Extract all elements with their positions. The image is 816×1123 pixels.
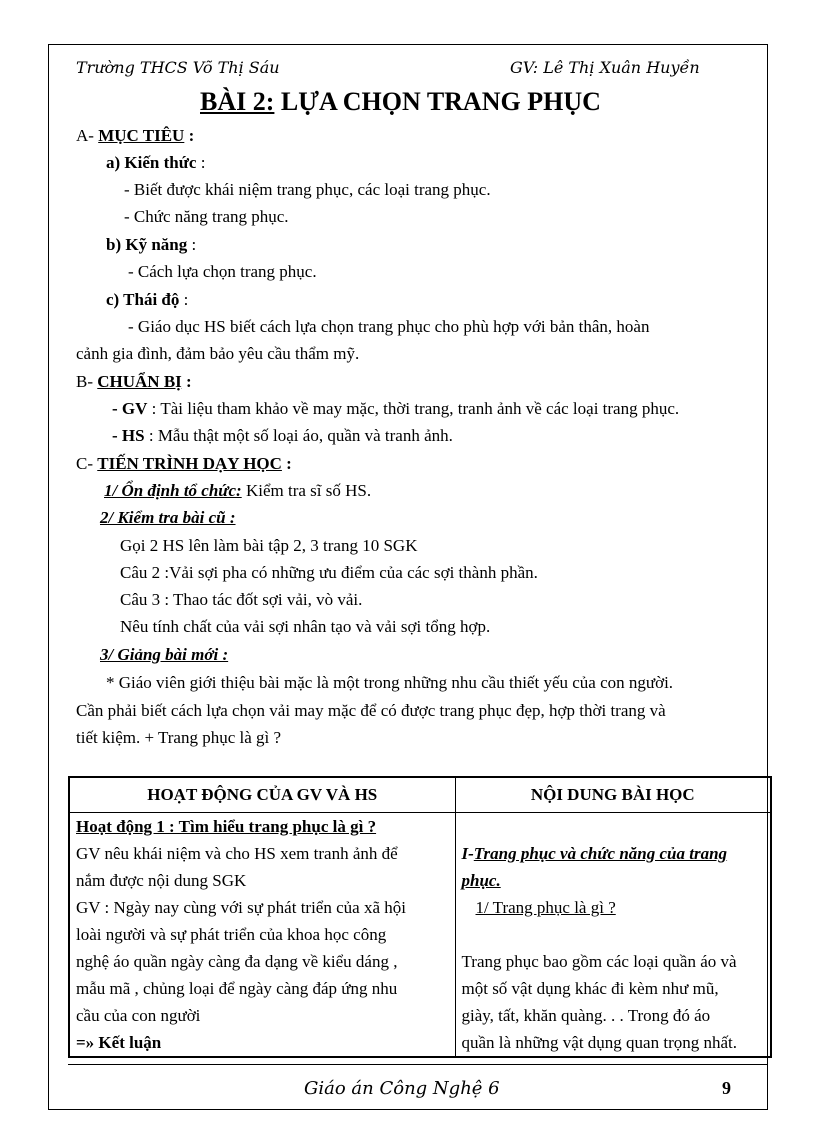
review-line-4: Nêu tính chất của vải sợi nhân tạo và vải sợi tổng hợp.	[120, 617, 491, 636]
section-c-colon: :	[281, 454, 292, 473]
content-line: một số vật dụng khác đi kèm như mũ,	[461, 979, 719, 998]
step-2-label	[100, 508, 236, 528]
content-cell	[455, 813, 771, 1058]
section-c-heading	[76, 454, 292, 474]
step-1-text: Kiểm tra sĩ số HS.	[241, 481, 372, 500]
attitude-line-2: cảnh gia đình, đảm bảo yêu cầu thẩm mỹ.	[76, 344, 360, 363]
column-header-activity: HOẠT ĐỘNG CỦA GV VÀ HS	[69, 777, 455, 813]
prep-hs	[112, 426, 453, 446]
step-1-label: 1/ Ổn định tổ chức:	[104, 481, 242, 500]
skill-label: b) Kỹ năng	[106, 235, 188, 254]
prep-hs-label: - HS	[112, 426, 145, 445]
intro-line-1: * Giáo viên giới thiệu bài mặc là một trong những nhu cầu thiết yếu của con người.	[106, 673, 674, 692]
section-b-label: B-	[76, 372, 98, 391]
attitude-line-1: - Giáo dục HS biết cách lựa chọn trang phục cho phù hợp với bản thân, hoàn	[128, 317, 650, 336]
column-header-content: NỘI DUNG BÀI HỌC	[455, 777, 771, 813]
section-b-heading	[76, 372, 192, 392]
section-c-title: TIẾN TRÌNH DẠY HỌC	[97, 454, 282, 473]
page-number: 9	[722, 1078, 731, 1098]
section-b-title: CHUẨN BỊ	[97, 372, 182, 391]
section-a-heading	[76, 126, 194, 146]
content-line: giày, tất, khăn quàng. . . Trong đó áo	[461, 1006, 711, 1025]
step-2-label-text: 2/ Kiểm tra bài cũ :	[100, 508, 236, 527]
prep-hs-text: : Mẫu thật một số loại áo, quần và tranh ảnh.	[144, 426, 453, 445]
content-section-title-text: Trang phục và chức năng của trang	[473, 844, 728, 863]
section-a-title: MỤC TIÊU	[98, 126, 185, 145]
attitude-label: c) Thái độ	[106, 290, 180, 309]
footer-caption: Giáo án Công Nghệ 6	[304, 1078, 500, 1099]
footer-divider	[68, 1064, 768, 1065]
step-1	[104, 481, 371, 501]
review-line-3: Câu 3 : Thao tác đốt sợi vải, vò vải.	[120, 590, 363, 609]
activity-line: loài người và sự phát triển của khoa học công	[76, 925, 387, 944]
school-name: Trường THCS Võ Thị Sáu	[76, 58, 280, 77]
review-line-1: Gọi 2 HS lên làm bài tập 2, 3 trang 10 SGK	[120, 536, 418, 555]
activity-line: GV : Ngày nay cùng với sự phát triển của xã hội	[76, 898, 406, 917]
prep-gv-text: : Tài liệu tham khảo về may mặc, thời trang, tranh ảnh về các loại trang phục.	[147, 399, 680, 418]
content-section-title-cont: phục.	[461, 871, 501, 890]
table-row	[69, 813, 771, 1058]
section-b-colon: :	[181, 372, 192, 391]
activity-line: GV nêu khái niệm và cho HS xem tranh ảnh để	[76, 844, 398, 863]
skill-item-1: - Cách lựa chọn trang phục.	[128, 262, 317, 281]
teacher-name: GV: Lê Thị Xuân Huyền	[510, 58, 700, 77]
activity-conclusion: =» Kết luận	[76, 1033, 162, 1052]
step-3-label	[100, 645, 228, 665]
content-spacer	[462, 813, 765, 840]
lesson-table	[68, 776, 772, 1058]
skill-colon: :	[187, 235, 197, 254]
content-spacer	[462, 921, 765, 948]
prep-gv	[112, 399, 679, 419]
knowledge-item-1: - Biết được khái niệm trang phục, các loại trang phục.	[124, 180, 491, 199]
content-subheading	[462, 894, 765, 921]
lesson-title: LỰA CHỌN TRANG PHỤC	[274, 87, 601, 116]
content-section-prefix: I-	[461, 844, 474, 863]
section-a-colon: :	[184, 126, 195, 145]
content-line: quần là những vật dụng quan trọng nhất.	[461, 1033, 737, 1052]
activity-line: nghệ áo quần ngày càng đa dạng về kiểu dáng ,	[76, 952, 398, 971]
skill-heading	[106, 235, 196, 255]
step-3-label-text: 3/ Giảng bài mới :	[100, 645, 229, 664]
content-subheading-text: 1/ Trang phục là gì ?	[475, 898, 616, 917]
knowledge-item-2: - Chức năng trang phục.	[124, 207, 289, 226]
attitude-heading	[106, 290, 188, 310]
review-line-2: Câu 2 :Vải sợi pha có những ưu điểm của các sợi thành phần.	[120, 563, 538, 582]
content-section-title	[462, 840, 765, 867]
table-header-row	[69, 777, 771, 813]
section-a-label: A-	[76, 126, 99, 145]
activity-title: Hoạt động 1 : Tìm hiểu trang phục là gì ?	[76, 817, 377, 836]
content-line: Trang phục bao gồm các loại quần áo và	[461, 952, 737, 971]
activity-cell	[69, 813, 455, 1058]
intro-line-3: tiết kiệm. + Trang phục là gì ?	[76, 728, 282, 747]
page-title	[200, 87, 601, 117]
section-c-label: C-	[76, 454, 98, 473]
intro-line-2: Cần phải biết cách lựa chọn vải may mặc để có được trang phục đẹp, hợp thời trang và	[76, 701, 666, 720]
lesson-number: BÀI 2:	[200, 87, 275, 116]
activity-line: nắm được nội dung SGK	[76, 871, 247, 890]
knowledge-colon: :	[196, 153, 206, 172]
attitude-colon: :	[179, 290, 189, 309]
knowledge-heading	[106, 153, 205, 173]
prep-gv-label: - GV	[112, 399, 148, 418]
knowledge-label: a) Kiến thức	[106, 153, 197, 172]
activity-line: mẫu mã , chủng loại để ngày càng đáp ứng nhu	[76, 979, 398, 998]
activity-line: cầu của con người	[76, 1006, 201, 1025]
